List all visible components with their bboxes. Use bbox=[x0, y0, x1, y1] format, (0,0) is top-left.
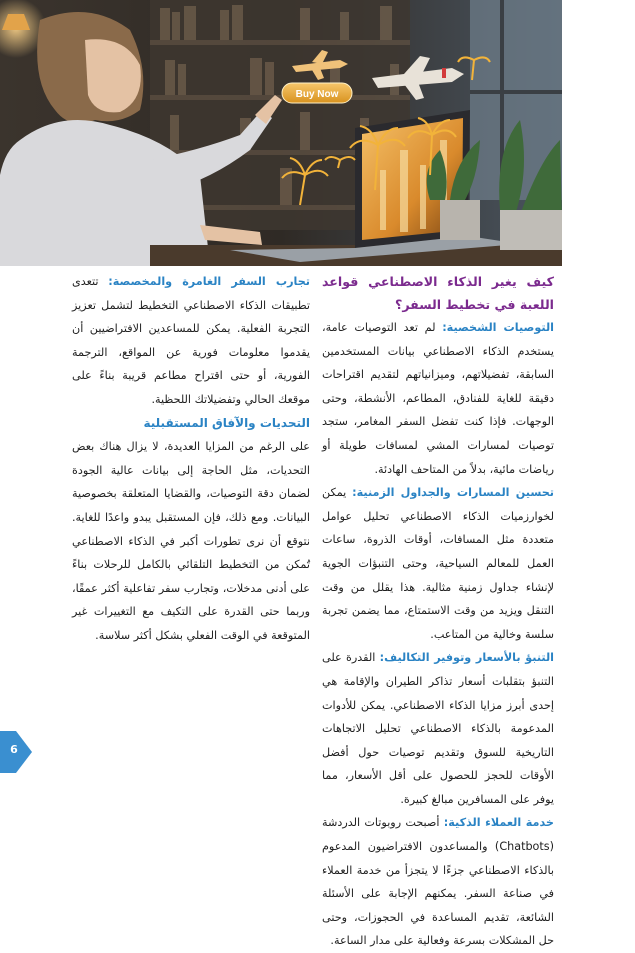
page-margin bbox=[562, 0, 635, 827]
hero-illustration bbox=[0, 0, 562, 266]
paragraph-lead: التنبؤ بالأسعار وتوفير التكاليف: bbox=[379, 651, 554, 665]
buy-now-label: Buy Now bbox=[295, 89, 339, 100]
page-number-badge bbox=[0, 731, 34, 773]
paragraph: على الرغم من المزايا العديدة، لا يزال هناك بعض التحديات، مثل الحاجة إلى بيانات عالية الجودة لضمان دقة التوصيات، والقضايا المتعلقة بخصوصية البيانات. ومع ذلك، فإن المستقبل يبدو واعدًا للغاية. نتوقع أن نرى تطورات أكبر في الذكاء الاصطناعي تُمكن من التخطيط التلقائي بالكامل للرحلات بناءً على أدنى مدخلات، وتجارب سفر تفاعلية أكثر عمقًا، وربما حتى القدرة على التكيف مع التغييرات غير المتوقعة في الوقت الفعلي بشكل أكثر سلاسة. bbox=[72, 440, 310, 642]
paragraph-text: أصبحت روبوتات الدردشة (Chatbots) والمساعدون الافتراضيون المدعوم بالذكاء الاصطناعي جزءًا لا يتجزأ من خدمة العملاء في صناعة السفر. يمكنهم الإجابة على الأسئلة الشائعة، تقديم المساعدة في الحجوزات، وحتى حل المشكلات بسرعة وفعالية على مدار الساعة. bbox=[322, 816, 554, 948]
paragraph bbox=[322, 316, 554, 481]
buy-now-button[interactable] bbox=[282, 83, 352, 103]
paragraph-lead: التوصيات الشخصية: bbox=[442, 321, 554, 334]
paragraph bbox=[322, 481, 554, 646]
paragraph-text: لم تعد التوصيات عامة، يستخدم الذكاء الاصطناعي بيانات المستخدمين السابقة، تفضيلاتهم، وميزانياتهم لتقديم اقتراحات دقيقة للغاية للفنادق، المطاعم، الأنشطة، وحتى الوجهات. فإذا كنت تفضل السفر المغامر، ستجد توصيات لمسارات المشي لمسافات طويلة أو رياضات مائية، بدلاً من المتاحف الهادئة. bbox=[322, 321, 554, 476]
paragraph-lead: خدمة العملاء الذكية: bbox=[443, 816, 554, 830]
hero-scene bbox=[0, 0, 562, 266]
paragraph-lead: تجارب السفر الغامرة والمخصصة: bbox=[108, 275, 310, 288]
paragraph-text: القدرة على التنبؤ بتقلبات أسعار تذاكر الطيران والإقامة هي إحدى أبرز مزايا الذكاء الاصطناعي. يمكن للأدوات المدعومة بالذكاء الاصطناعي تحليل الاتجاهات التاريخية للسوق وتقديم توصيات حول أفضل الأوقات للحجز للحصول على أقل الأسعار، مما يوفر على المسافرين مبالغ كبيرة. bbox=[322, 651, 554, 806]
article-column-left bbox=[72, 270, 310, 648]
page-number: 6 bbox=[10, 743, 18, 756]
article-heading: كيف يغير الذكاء الاصطناعي قواعد اللعبة في تخطيط السفر؟ bbox=[322, 274, 554, 312]
paragraph bbox=[322, 811, 554, 953]
paragraph-text: تتعدى تطبيقات الذكاء الاصطناعي التخطيط لتشمل تعزيز التجربة الفعلية. يمكن للمساعدين الافتراضيين أن يقدموا معلومات فورية عن المواقع، الترجمة الفورية، أو حتى اقتراح مطاعم قريبة بناءً على موقعك الحالي وتفضيلاتك اللحظية. bbox=[72, 275, 310, 406]
paragraph-text: يمكن لخوارزميات الذكاء الاصطناعي تحليل عوامل متعددة مثل المسافات، أوقات الذروة، ساعات العمل للمعالم السياحية، وحتى التنبؤات الجوية لإنشاء جداول زمنية مثالية. هذا يقلل من وقت التنقل ويزيد من وقت الاستمتاع، مما يضمن تجربة سلسة وخالية من المتاعب. bbox=[322, 486, 554, 641]
section-heading: التحديات والآفاق المستقبلية bbox=[143, 415, 310, 430]
article-column-right bbox=[322, 270, 554, 953]
paragraph-lead: تحسين المسارات والجداول الزمنية: bbox=[352, 486, 554, 500]
paragraph bbox=[72, 270, 310, 412]
paragraph bbox=[322, 646, 554, 811]
